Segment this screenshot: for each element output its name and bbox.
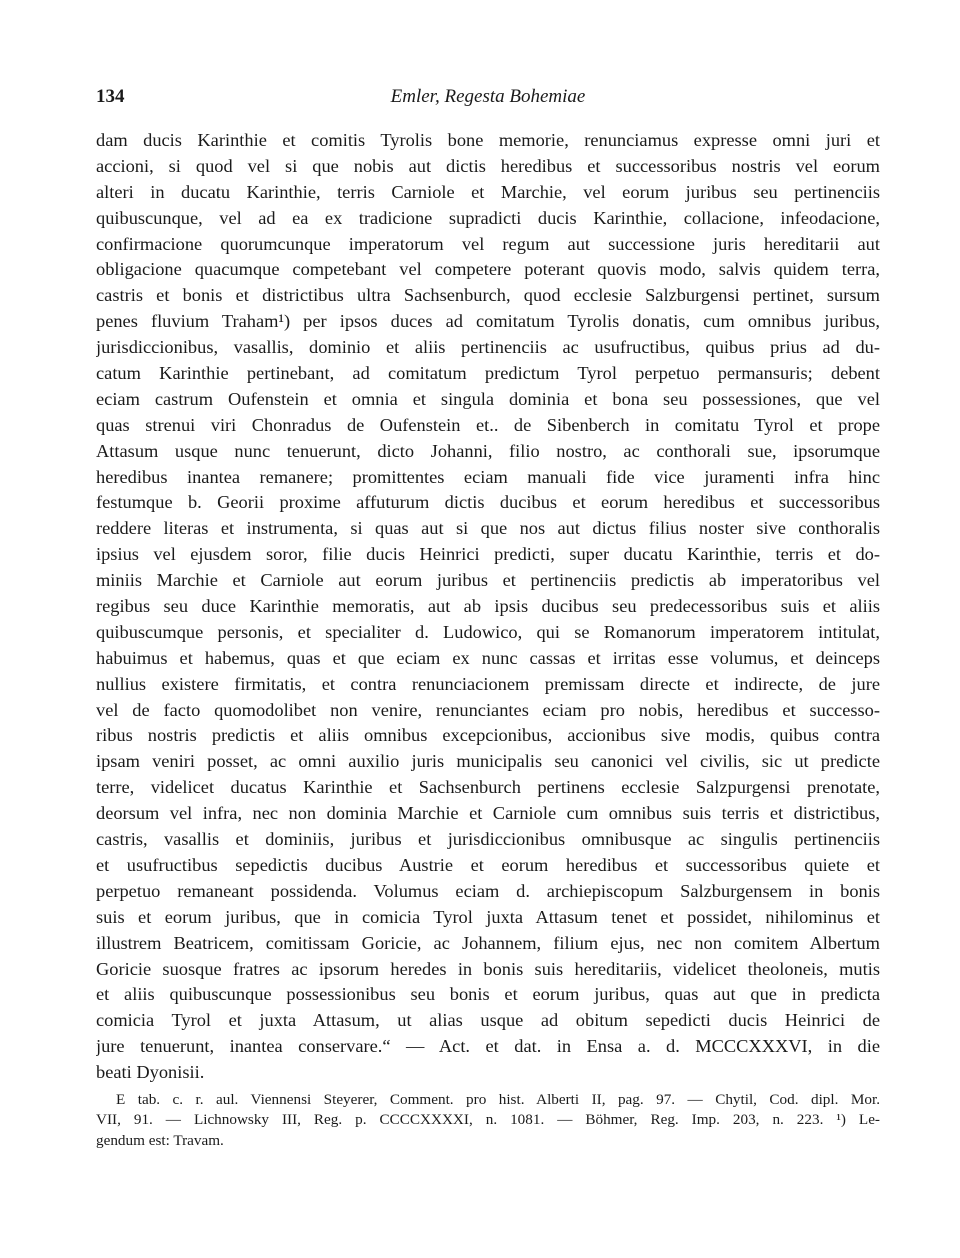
body-line: regibus seu duce Karinthie memoratis, aut ab ipsis ducibus seu predecessoribus suis et aliis bbox=[96, 596, 880, 617]
body-line: illustrem Beatricem, comitissam Goricie, ac Johannem, filium ejus, nec non comitem Albertum bbox=[96, 932, 880, 953]
body-line: ipsam veniri posset, ac omni auxilio juris municipalis seu canonici vel civilis, sic ut predicte bbox=[96, 751, 880, 772]
document-page bbox=[96, 86, 880, 1151]
body-line: habuimus et habemus, quas et que eciam ex nunc cassas et irritas esse volumus, et deinceps bbox=[96, 647, 880, 668]
body-line: et aliis quibuscunque possessionibus seu bonis et eorum juribus, quas aut que in predicta bbox=[96, 984, 880, 1005]
body-line: eciam castrum Oufenstein et omnia et singula dominia et bona seu possessiones, que vel bbox=[96, 388, 880, 409]
body-line: jurisdiccionibus, vasallis, dominio et aliis pertinenciis ac usufructibus, quibus prius ad du- bbox=[96, 337, 880, 358]
body-line: obligacione quacumque competebant vel competere poterant quovis modo, salvis quidem terra, bbox=[96, 259, 880, 280]
body-line: ipsius vel ejusdem soror, filie ducis Heinrici predicti, super ducatu Karinthie, terris et do- bbox=[96, 544, 880, 565]
body-line: suis et eorum juribus, que in comicia Tyrol juxta Attasum tenet et possidet, nihilominus et bbox=[96, 906, 880, 927]
body-line: reddere literas et instrumenta, si quas aut si que nos aut dictus filius noster sive conthoralis bbox=[96, 518, 880, 539]
source-note-line: E tab. c. r. aul. Viennensi Steyerer, Comment. pro hist. Alberti II, pag. 97. — Chytil, Cod. dipl. Mor. bbox=[116, 1090, 880, 1108]
page-number: 134 bbox=[96, 86, 125, 107]
source-note bbox=[96, 1090, 880, 1152]
body-line: accioni, si quod vel si que nobis aut dictis heredibus et successoribus nostris vel eorum bbox=[96, 155, 880, 176]
body-line: Attasum usque nunc tenuerunt, dicto Johanni, filio nostro, ac conthorali sue, ipsorumque bbox=[96, 440, 880, 461]
body-line: perpetuo remaneant possidenda. Volumus eciam d. archiepiscopum Salzburgensem in bonis bbox=[96, 880, 880, 901]
body-line: heredibus inantea remanere; promittentes eciam manuali fide vice juramenti infra hinc bbox=[96, 466, 880, 487]
body-line: terre, videlicet ducatus Karinthie et Sachsenburch pertinens ecclesie Salzpurgensi prenotate, bbox=[96, 777, 880, 798]
running-title: Emler, Regesta Bohemiae bbox=[390, 86, 586, 107]
body-line: catum Karinthie pertinebant, ad comitatum predictum Tyrol perpetuo permansuris; debent bbox=[96, 363, 880, 384]
body-line: confirmacione quorumcunque imperatorum vel regum aut successione juris hereditarii aut bbox=[96, 233, 880, 254]
body-line: nullius existere firmitatis, et contra renunciacionem premissam directe et indirecte, de jure bbox=[96, 673, 880, 694]
body-line: comicia Tyrol et juxta Attasum, ut alias usque ad obitum sepedicti ducis Heinrici de bbox=[96, 1010, 880, 1031]
body-line: quibuscumque personis, et specialiter d. Ludowico, qui se Romanorum imperatorem intitulat, bbox=[96, 621, 880, 642]
body-line: jure tenuerunt, inantea conservare.“ — Act. et dat. in Ensa a. d. MCCCXXXVI, in die bbox=[96, 1036, 880, 1057]
page-header bbox=[96, 86, 880, 116]
body-line: Goricie suosque fratres ac ipsorum heredes in bonis suis hereditariis, videlicet theoloneis, mutis bbox=[96, 958, 880, 979]
source-note-line: VII, 91. — Lichnowsky III, Reg. p. CCCCXXXXI, n. 1081. — Böhmer, Reg. Imp. 203, n. 223. ¹) Le- bbox=[96, 1111, 880, 1129]
body-line: castris, vasallis et dominiis, juribus et jurisdiccionibus omnibusque ac singulis pertinenciis bbox=[96, 829, 880, 850]
body-line: deorsum vel infra, nec non dominia Marchie et Carniole cum omnibus suis terris et districtibus, bbox=[96, 803, 880, 824]
body-line: alteri in ducatu Karinthie, terris Carniole et Marchie, vel eorum juribus seu pertinenciis bbox=[96, 181, 880, 202]
body-line: vel de facto quomodolibet non venire, renunciantes eciam pro nobis, heredibus et successo- bbox=[96, 699, 880, 720]
body-line: beati Dyonisii. bbox=[96, 1062, 205, 1083]
body-line: dam ducis Karinthie et comitis Tyrolis bone memorie, renunciamus expresse omni juri et bbox=[96, 130, 880, 150]
body-line: ribus nostris predictis et aliis omnibus excepcionibus, accionibus sive modis, quibus contra bbox=[96, 725, 880, 746]
body-text bbox=[96, 128, 880, 1086]
body-line: miniis Marchie et Carniole aut eorum juribus et pertinenciis predictis ab imperatoribus vel bbox=[96, 570, 880, 591]
body-line: quas strenui viri Chonradus de Oufenstein et.. de Sibenberch in comitatu Tyrol et prope bbox=[96, 414, 880, 435]
source-note-line: gendum est: Travam. bbox=[96, 1131, 224, 1149]
body-line: penes fluvium Traham¹) per ipsos duces ad comitatum Tyrolis donatis, cum omnibus juribus, bbox=[96, 311, 880, 332]
body-line: quibuscunque, vel ad ea ex tradicione supradicti ducis Karinthie, collacione, infeodacione, bbox=[96, 207, 880, 228]
body-line: castris et bonis et districtibus ultra Sachsenburch, quod ecclesie Salzburgensi pertinet, sursum bbox=[96, 285, 880, 306]
body-line: festumque b. Georii proxime affuturum dictis ducibus et eorum heredibus et successoribus bbox=[96, 492, 880, 513]
body-line: et usufructibus sepedictis ducibus Austrie et eorum heredibus et successoribus quiete et bbox=[96, 854, 880, 875]
